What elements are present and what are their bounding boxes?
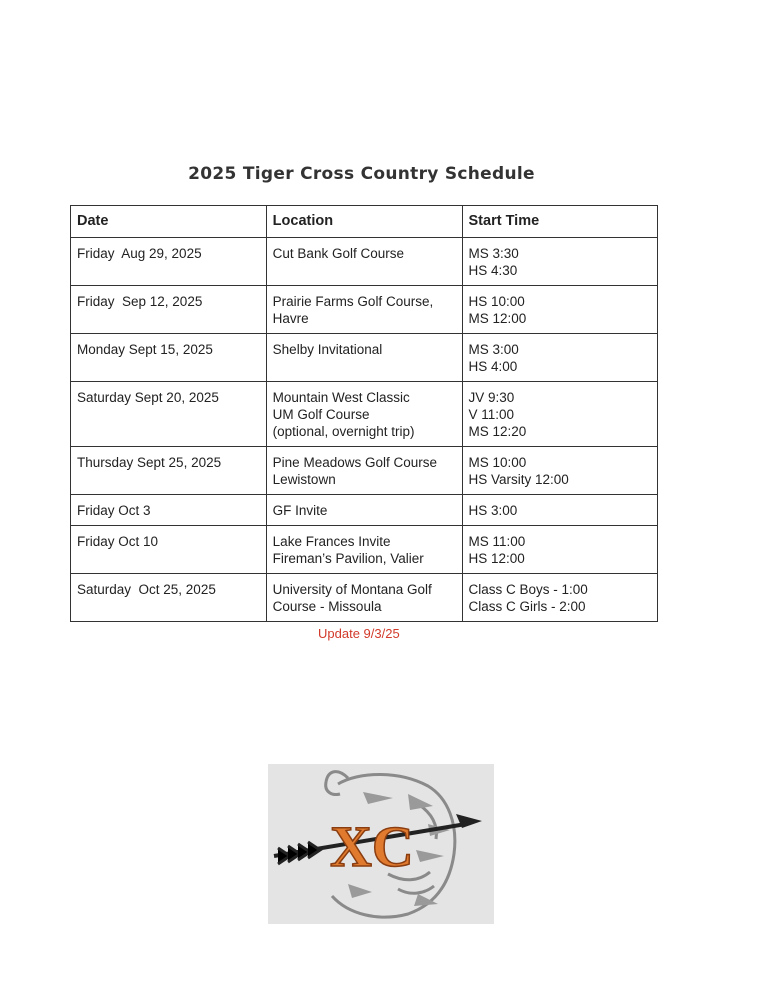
xc-logo <box>268 764 494 924</box>
location-line: (optional, overnight trip) <box>272 424 415 439</box>
cell-start-time <box>462 495 657 526</box>
cell-location <box>266 238 462 286</box>
start-time-line: HS 12:00 <box>468 551 525 566</box>
location-line: Pine Meadows Golf Course <box>272 455 437 470</box>
start-time-line: MS 12:00 <box>468 311 527 326</box>
table-row <box>71 238 658 286</box>
table-row <box>71 286 658 334</box>
cell-location <box>266 574 462 622</box>
page-title: 2025 Tiger Cross Country Schedule <box>188 164 535 184</box>
start-time-line: MS 3:00 <box>468 342 519 357</box>
location-line: Fireman’s Pavilion, Valier <box>272 551 424 566</box>
start-time-line: MS 12:20 <box>468 424 527 439</box>
start-time-line: HS 4:00 <box>468 359 518 374</box>
header-start-time: Start Time <box>462 206 657 238</box>
cell-start-time <box>462 286 657 334</box>
table-header-row <box>71 206 658 238</box>
location-line: Mountain West Classic <box>272 390 410 405</box>
tiger-arrow-logo-icon <box>268 764 494 924</box>
cell-start-time <box>462 574 657 622</box>
location-line: Lewistown <box>272 472 336 487</box>
start-time-line: MS 3:30 <box>468 246 519 261</box>
location-line: Cut Bank Golf Course <box>272 246 404 261</box>
location-line: Prairie Farms Golf Course, <box>272 294 434 309</box>
cell-date: Saturday Sept 20, 2025 <box>71 382 267 447</box>
cell-location <box>266 382 462 447</box>
start-time-line: HS 4:30 <box>468 263 518 278</box>
cell-date: Monday Sept 15, 2025 <box>71 334 267 382</box>
location-line: University of Montana Golf <box>272 582 432 597</box>
update-note: Update 9/3/25 <box>318 626 400 641</box>
table-row <box>71 382 658 447</box>
location-line: GF Invite <box>272 503 328 518</box>
xc-logo-text: XC <box>330 814 414 879</box>
header-location: Location <box>266 206 462 238</box>
cell-start-time <box>462 526 657 574</box>
cell-date: Friday Sep 12, 2025 <box>71 286 267 334</box>
location-line: Course - Missoula <box>272 599 382 614</box>
table-row <box>71 447 658 495</box>
start-time-line: Class C Girls - 2:00 <box>468 599 586 614</box>
start-time-line: HS 3:00 <box>468 503 518 518</box>
location-line: Shelby Invitational <box>272 342 383 357</box>
start-time-line: V 11:00 <box>468 407 515 422</box>
location-line: UM Golf Course <box>272 407 370 422</box>
cell-location <box>266 495 462 526</box>
cell-date: Thursday Sept 25, 2025 <box>71 447 267 495</box>
cell-date: Saturday Oct 25, 2025 <box>71 574 267 622</box>
start-time-line: MS 10:00 <box>468 455 527 470</box>
schedule-table <box>70 205 658 622</box>
cell-date: Friday Oct 10 <box>71 526 267 574</box>
table-row <box>71 495 658 526</box>
cell-start-time <box>462 334 657 382</box>
cell-location <box>266 286 462 334</box>
start-time-line: HS Varsity 12:00 <box>468 472 569 487</box>
cell-start-time <box>462 447 657 495</box>
table-row <box>71 334 658 382</box>
location-line: Lake Frances Invite <box>272 534 391 549</box>
cell-start-time <box>462 382 657 447</box>
cell-start-time <box>462 238 657 286</box>
start-time-line: JV 9:30 <box>468 390 515 405</box>
location-line: Havre <box>272 311 309 326</box>
header-date: Date <box>71 206 267 238</box>
table-row <box>71 526 658 574</box>
cell-location <box>266 334 462 382</box>
cell-location <box>266 447 462 495</box>
start-time-line: HS 10:00 <box>468 294 525 309</box>
cell-location <box>266 526 462 574</box>
start-time-line: MS 11:00 <box>468 534 526 549</box>
cell-date: Friday Oct 3 <box>71 495 267 526</box>
cell-date: Friday Aug 29, 2025 <box>71 238 267 286</box>
start-time-line: Class C Boys - 1:00 <box>468 582 588 597</box>
table-row <box>71 574 658 622</box>
